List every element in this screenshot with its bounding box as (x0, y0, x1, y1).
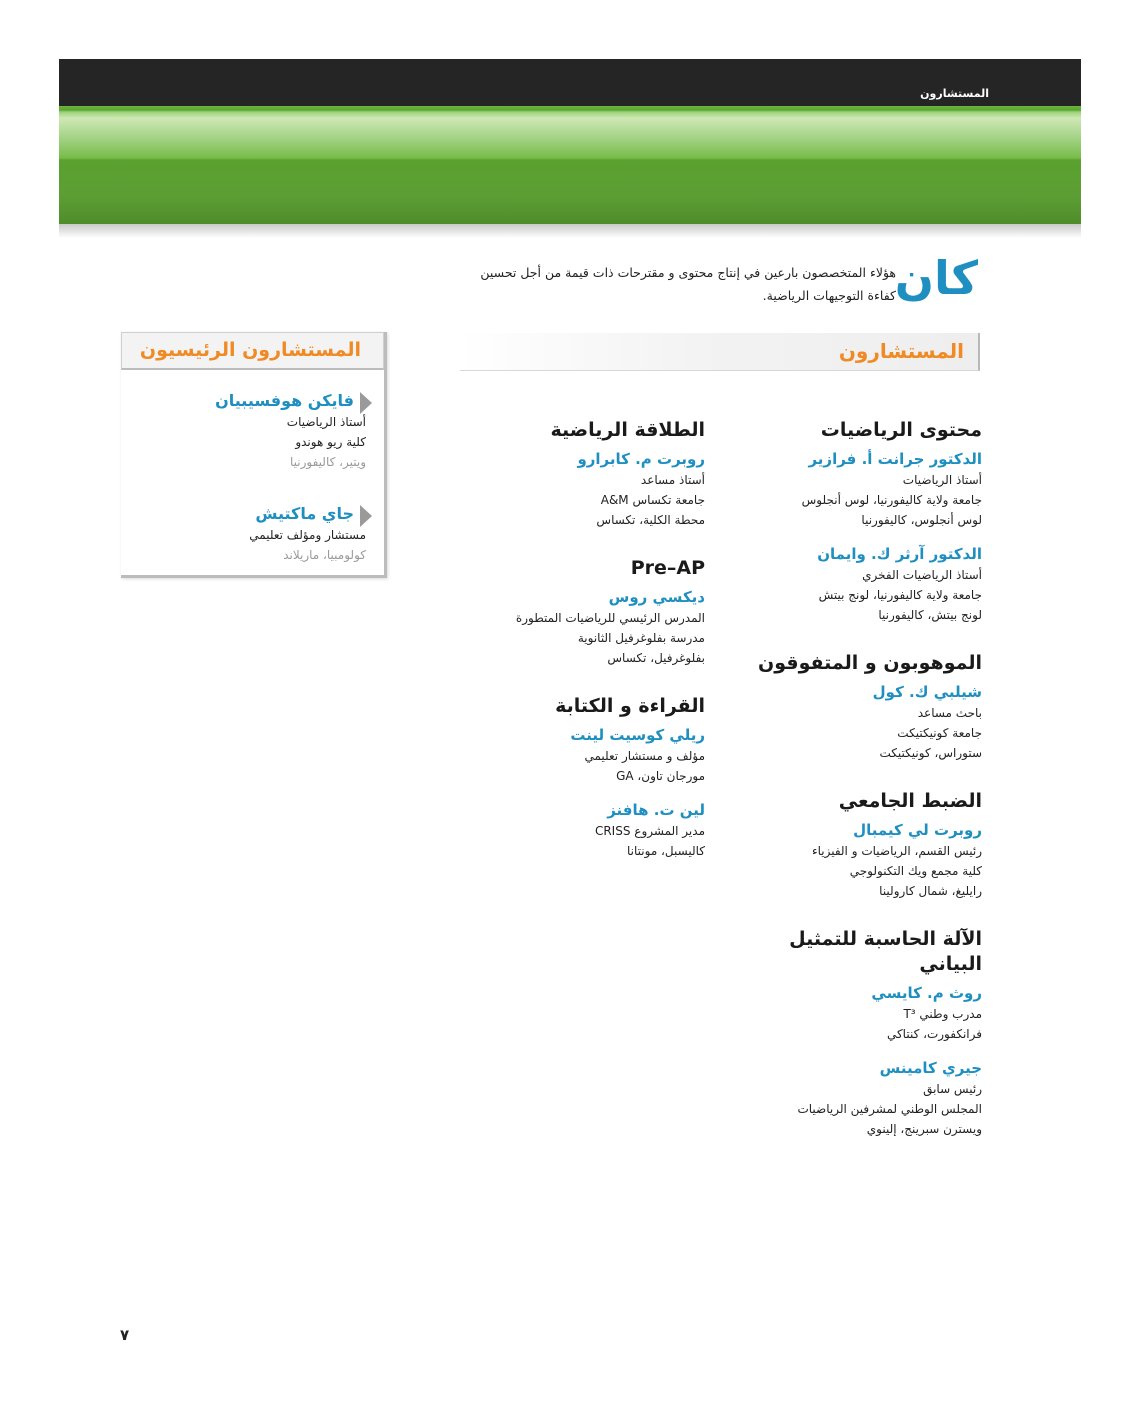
lead-person-name-row (126, 503, 376, 525)
person-detail: باحث مساعد (917, 706, 982, 720)
person-detail: أستاذ الرياضيات الفخري (862, 568, 982, 582)
person-detail: جامعة ولاية كاليفورنيا، لوس أنجلوس (801, 493, 982, 507)
person-detail: جامعة كونيكتيكت (897, 726, 982, 740)
person-name: ريلي كوسيت لينت (570, 726, 705, 744)
person-detail: لونج بيتش، كاليفورنيا (878, 608, 982, 622)
person-detail: جامعة تكساس A&M (600, 493, 705, 507)
person-entry (732, 820, 982, 901)
consultants-middle-column (455, 418, 705, 887)
group-math-content (732, 418, 982, 625)
person-entry (732, 1058, 982, 1139)
person-detail: مدرب وطني T³ (903, 1007, 982, 1021)
person-detail: فرانكفورت، كنتاكي (886, 1027, 982, 1041)
person-detail: محطة الكلية، تكساس (596, 513, 705, 527)
person-detail: مورجان تاون، GA (616, 769, 705, 783)
lead-person-name-row (126, 390, 376, 412)
running-header: المستشارون (920, 87, 989, 100)
person-entry (732, 544, 982, 625)
lead-person-detail: أستاذ الرياضيات (286, 415, 366, 429)
person-detail: جامعة ولاية كاليفورنيا، لونج بيتش (818, 588, 982, 602)
person-detail: لوس أنجلوس، كاليفورنيا (861, 513, 982, 527)
intro-text: هؤلاء المتخصصون بارعين في إنتاج محتوى و مقترحات ذات قيمة من أجل تحسين كفاءة التوجيهات الرياضية. (480, 265, 896, 303)
person-name: روبرت م. كابرارو (577, 450, 705, 468)
person-detail: أستاذ الرياضيات (902, 473, 982, 487)
intro-paragraph (458, 251, 978, 307)
group-college-readiness (732, 789, 982, 901)
group-pre-ap (455, 556, 705, 668)
banner-shadow (59, 224, 1081, 238)
lead-person-detail: كلية ريو هوندو (295, 435, 366, 449)
person-name: روبرت لي كيمبال (853, 821, 982, 839)
person-detail: مدير المشروع CRISS (594, 824, 705, 838)
lead-person-entry (126, 503, 376, 565)
person-entry (732, 983, 982, 1044)
group-title: الطلاقة الرياضية (550, 419, 705, 441)
person-detail: كاليسبل، مونتانا (627, 844, 705, 858)
person-entry (732, 682, 982, 763)
consultants-header (460, 333, 980, 371)
person-entry (455, 800, 705, 861)
page-number: ٧ (120, 1326, 130, 1344)
person-name: شيلبي ك. كول (872, 683, 982, 701)
person-entry (455, 725, 705, 786)
person-name: لين ت. هافنز (607, 801, 705, 819)
group-title: القراءة و الكتابة (555, 695, 705, 717)
group-title: الضبط الجامعي (838, 790, 982, 812)
person-detail: كلية مجمع ويك التكنولوجي (849, 864, 982, 878)
person-detail: رايليغ، شمال كارولينا (879, 884, 982, 898)
triangle-bullet-icon (360, 392, 372, 414)
lead-consultants-header (121, 332, 384, 370)
person-name: الدكتور جرانت أ. فرازير (808, 450, 982, 468)
person-detail: بفلوغرفيل، تكساس (607, 651, 705, 665)
person-name: ديكسي روس (608, 588, 705, 606)
person-name: روث م. كايسي (871, 984, 982, 1002)
person-name: جيري كامينس (879, 1059, 982, 1077)
person-detail: رئيس سابق (923, 1082, 982, 1096)
group-title: الآلة الحاسبة للتمثيل البياني (789, 928, 982, 975)
group-title: Pre–AP (630, 557, 705, 579)
lead-person-location: كولومبيا، ماريلاند (283, 548, 366, 562)
consultants-right-column (732, 418, 982, 1165)
person-detail: المجلس الوطني لمشرفين الرياضيات (797, 1102, 982, 1116)
lead-consultants-box (121, 332, 387, 578)
lead-person-detail: مستشار ومؤلف تعليمي (249, 528, 366, 542)
person-detail: ويسترن سبرينج، إلينوي (866, 1122, 982, 1136)
person-entry (732, 449, 982, 530)
person-detail: رئيس القسم، الرياضيات و الفيزياء (811, 844, 982, 858)
lead-consultants-title: المستشارون الرئيسيون (139, 339, 361, 361)
group-gifted (732, 651, 982, 763)
person-entry (455, 587, 705, 668)
group-title: الموهوبون و المتفوقون (758, 652, 982, 674)
person-detail: مؤلف و مستشار تعليمي (584, 749, 705, 763)
green-banner (59, 106, 1081, 224)
person-name: الدكتور آرثر ك. وايمان (817, 545, 982, 563)
triangle-bullet-icon (360, 505, 372, 527)
person-detail: ستوراس، كونيكتيكت (879, 746, 982, 760)
lead-person-entry (126, 390, 376, 472)
top-bar (59, 59, 1081, 106)
group-title: محتوى الرياضيات (820, 419, 982, 441)
consultants-title: المستشارون (838, 339, 964, 363)
group-reading-writing (455, 694, 705, 861)
group-math-fluency (455, 418, 705, 530)
lead-person-name: جاي ماكتيش (255, 504, 354, 523)
lead-person-location: ويتير، كاليفورنيا (289, 455, 366, 469)
group-graphing-calculator (732, 927, 982, 1139)
person-detail: مدرسة بفلوغرفيل الثانوية (577, 631, 705, 645)
person-detail: أستاذ مساعد (640, 473, 705, 487)
lead-person-name: فايكن هوفسيبيان (215, 391, 354, 410)
person-entry (455, 449, 705, 530)
person-detail: المدرس الرئيسي للرياضيات المتطورة (515, 611, 705, 625)
intro-drop-word: كان (894, 251, 978, 305)
